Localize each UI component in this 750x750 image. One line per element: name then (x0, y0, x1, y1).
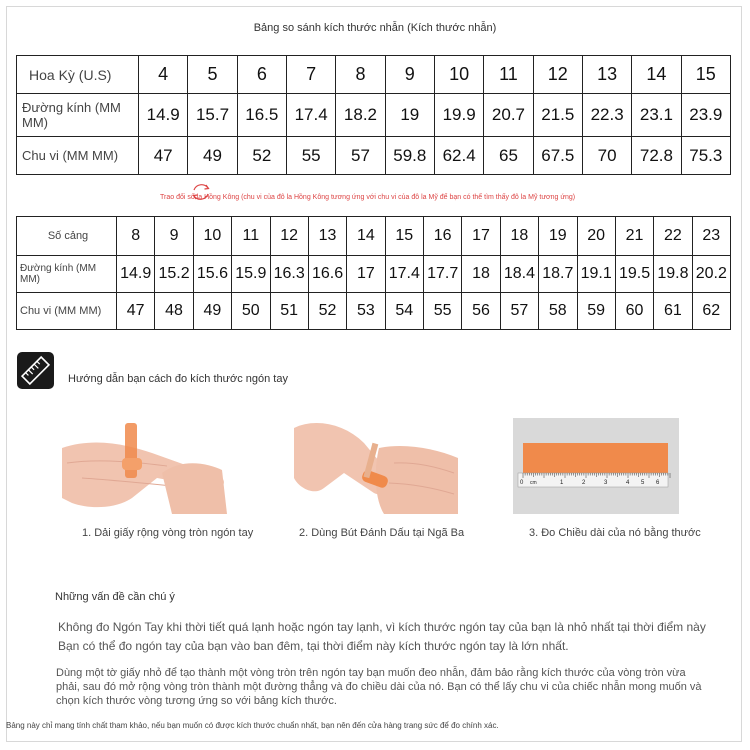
table-row (17, 56, 731, 94)
table-cell: 14.9 (117, 256, 155, 293)
table-cell: 59.8 (385, 137, 434, 175)
table-cell: 20.2 (692, 256, 730, 293)
page-title: Bảng so sánh kích thước nhẫn (Kích thước nhẫn) (253, 22, 497, 34)
table-row (17, 217, 731, 256)
table-cell: 72.8 (632, 137, 681, 175)
table-cell: 16.5 (237, 94, 286, 137)
table-cell: 22 (654, 217, 692, 256)
table-cell: 19.5 (615, 256, 653, 293)
table-cell: 15 (681, 56, 730, 94)
table-cell: 52 (308, 293, 346, 330)
ruler-label: 4 (626, 480, 630, 486)
table-cell: 70 (582, 137, 631, 175)
conversion-note: Trao đổi số la Hồng Kông (chu vi của đô la Hồng Kông tương ứng với chu vi của đô la Mỹ để bạn có thể tìm thấy đô la Mỹ tương ứng) (160, 194, 576, 201)
table-cell: 19 (385, 94, 434, 137)
notes-paragraph-2: Dùng một tờ giấy nhỏ để tạo thành một vòng tròn trên ngón tay bạn muốn đeo nhẫn, đảm bảo rằng kích thước của vòng tròn vừa phải, sau đó mở rộng vòng tròn thành một đường thẳng và đo chiều dài của nó. Bạn có thể lấy chu vi của chiếc nhẫn mong muốn và chọn kích thước vòng tương ứng so với bảng kích thước. (56, 667, 702, 707)
table-cell: 16 (424, 217, 462, 256)
table-cell: 19.9 (434, 94, 483, 137)
row-label: Hoa Kỳ (U.S) (17, 56, 139, 94)
table-cell: 15.9 (232, 256, 270, 293)
table-cell: 15.6 (193, 256, 231, 293)
hk-size-table (16, 216, 731, 330)
table-cell: 10 (193, 217, 231, 256)
table-cell: 22.3 (582, 94, 631, 137)
table-row (17, 256, 731, 293)
table-cell: 52 (237, 137, 286, 175)
table-cell: 60 (615, 293, 653, 330)
ruler-label: 3 (604, 480, 608, 486)
ruler-cm-label: cm (530, 480, 537, 486)
table-cell: 48 (155, 293, 193, 330)
table-cell: 18.7 (539, 256, 577, 293)
table-cell: 16.6 (308, 256, 346, 293)
step2-photo (294, 418, 458, 514)
table-cell: 18.4 (500, 256, 538, 293)
table-cell: 9 (155, 217, 193, 256)
table-cell: 17.4 (385, 256, 423, 293)
table-cell: 53 (347, 293, 385, 330)
row-label: Đường kính (MM MM) (17, 94, 139, 137)
table-cell: 50 (232, 293, 270, 330)
table-cell: 23 (692, 217, 730, 256)
table-cell: 57 (500, 293, 538, 330)
row-label: Số cảng (17, 217, 117, 256)
table-row (17, 293, 731, 330)
table-cell: 13 (582, 56, 631, 94)
table-cell: 23.1 (632, 94, 681, 137)
table-cell: 49 (193, 293, 231, 330)
table-cell: 11 (232, 217, 270, 256)
table-cell: 14.9 (139, 94, 188, 137)
ruler-label: 5 (641, 480, 645, 486)
table-cell: 55 (424, 293, 462, 330)
table-cell: 15.2 (155, 256, 193, 293)
table-cell: 20.7 (484, 94, 533, 137)
row-label: Đường kính (MM MM) (17, 256, 117, 293)
guide-title: Hướng dẫn bạn cách đo kích thước ngón tay (68, 373, 288, 385)
notes-paragraph-1: Không đo Ngón Tay khi thời tiết quá lạnh hoặc ngón tay lạnh, vì kích thước ngón tay của bạn là nhỏ nhất tại thời điểm này Bạn có thể đo ngón tay của bạn vào ban đêm, tại thời điểm này kích thước ngón tay là lớn nhất. (58, 620, 706, 653)
table-cell: 20 (577, 217, 615, 256)
table-cell: 47 (117, 293, 155, 330)
row-label: Chu vi (MM MM) (17, 137, 139, 175)
table-cell: 10 (434, 56, 483, 94)
table-cell: 65 (484, 137, 533, 175)
table-cell: 67.5 (533, 137, 582, 175)
table-cell: 15.7 (188, 94, 237, 137)
table-cell: 16.3 (270, 256, 308, 293)
table-cell: 47 (139, 137, 188, 175)
table-cell: 11 (484, 56, 533, 94)
table-cell: 18.2 (336, 94, 385, 137)
table-cell: 12 (533, 56, 582, 94)
step2-caption: 2. Dùng Bút Đánh Dấu tại Ngã Ba (299, 527, 465, 539)
table-cell: 18 (500, 217, 538, 256)
table-row (17, 137, 731, 175)
ruler-label: 2 (582, 480, 586, 486)
step1-photo (62, 418, 227, 514)
table-row (17, 94, 731, 137)
ruler-zero-label: 0 (520, 480, 524, 486)
table-cell: 54 (385, 293, 423, 330)
table-cell: 8 (336, 56, 385, 94)
table-cell: 19 (539, 217, 577, 256)
table-cell: 8 (117, 217, 155, 256)
table-cell: 6 (237, 56, 286, 94)
table-cell: 59 (577, 293, 615, 330)
table-cell: 18 (462, 256, 500, 293)
table-cell: 57 (336, 137, 385, 175)
table-cell: 62.4 (434, 137, 483, 175)
notes-title: Những vấn đề cần chú ý (55, 591, 175, 603)
table-cell: 21.5 (533, 94, 582, 137)
table-cell: 9 (385, 56, 434, 94)
footnote: Bảng này chỉ mang tính chất tham khảo, nếu bạn muốn có được kích thước chuẩn nhất, bạn nên đến cửa hàng trang sức để đo chính xác. (6, 721, 499, 730)
table-cell: 23.9 (681, 94, 730, 137)
table-cell: 4 (139, 56, 188, 94)
table-cell: 21 (615, 217, 653, 256)
table-cell: 19.1 (577, 256, 615, 293)
table-cell: 5 (188, 56, 237, 94)
us-size-table (16, 55, 731, 175)
table-cell: 19.8 (654, 256, 692, 293)
table-cell: 14 (632, 56, 681, 94)
row-label: Chu vi (MM MM) (17, 293, 117, 330)
table-cell: 14 (347, 217, 385, 256)
table-cell: 17.7 (424, 256, 462, 293)
table-cell: 12 (270, 217, 308, 256)
table-cell: 61 (654, 293, 692, 330)
step3-photo (513, 418, 679, 514)
table-cell: 62 (692, 293, 730, 330)
table-cell: 17.4 (286, 94, 335, 137)
table-cell: 15 (385, 217, 423, 256)
table-cell: 58 (539, 293, 577, 330)
table-cell: 17 (347, 256, 385, 293)
ruler-label: 1 (560, 480, 564, 486)
table-cell: 56 (462, 293, 500, 330)
step1-caption: 1. Dải giấy rộng vòng tròn ngón tay (82, 527, 254, 539)
table-cell: 7 (286, 56, 335, 94)
table-cell: 51 (270, 293, 308, 330)
table-cell: 55 (286, 137, 335, 175)
ruler-label: 6 (656, 480, 660, 486)
ruler-icon (17, 352, 54, 389)
table-cell: 49 (188, 137, 237, 175)
table-cell: 13 (308, 217, 346, 256)
step3-caption: 3. Đo Chiều dài của nó bằng thước (529, 527, 701, 539)
table-cell: 17 (462, 217, 500, 256)
table-cell: 75.3 (681, 137, 730, 175)
